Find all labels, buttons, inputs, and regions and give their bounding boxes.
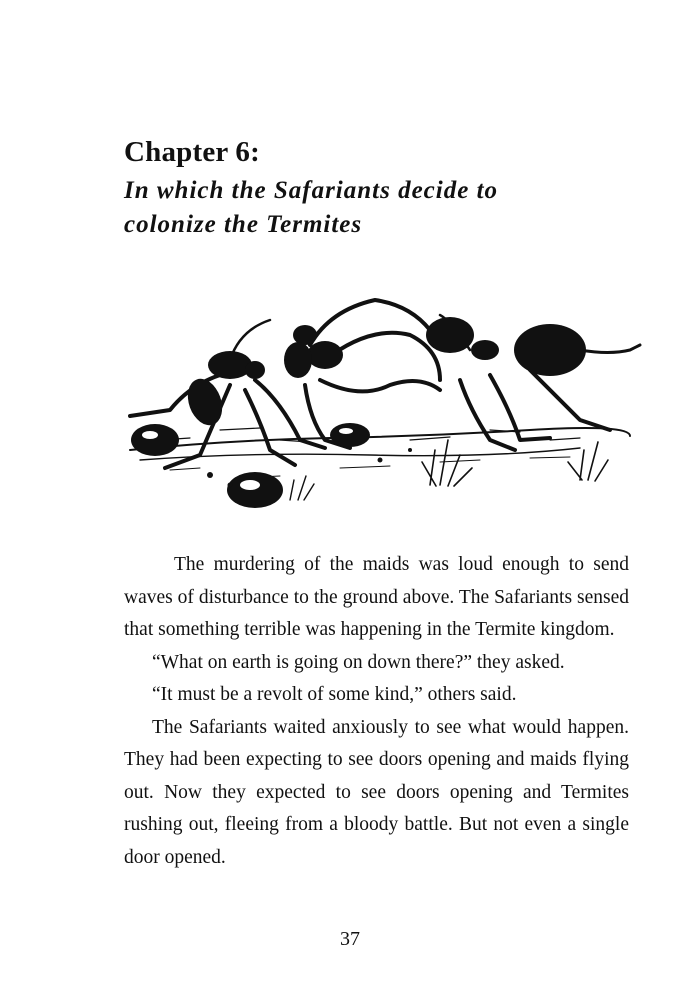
chapter-body bbox=[124, 549, 629, 874]
paragraph: The Safariants waited anxiously to see what would happen. They had been expecting to see doors opening and maids flying out. Now they expected to see doors opening and Termites rushing out, fleeing from a bloody battle. But not even a single door opened. bbox=[124, 716, 629, 868]
paragraph: “What on earth is going on down there?” they asked. bbox=[152, 651, 565, 673]
page-number: 37 bbox=[340, 928, 360, 950]
ants-fighting-illustration bbox=[110, 290, 650, 520]
chapter-number: Chapter 6: bbox=[124, 136, 260, 168]
paragraph: The murdering of the maids was loud enough to send waves of disturbance to the ground above. The Safariants sensed that something terrible was happening in the Termite kingdom. bbox=[124, 554, 629, 640]
chapter-subtitle: In which the Safariants decide to colonize the Termites bbox=[124, 177, 499, 238]
paragraph: “It must be a revolt of some kind,” others said. bbox=[152, 684, 517, 705]
